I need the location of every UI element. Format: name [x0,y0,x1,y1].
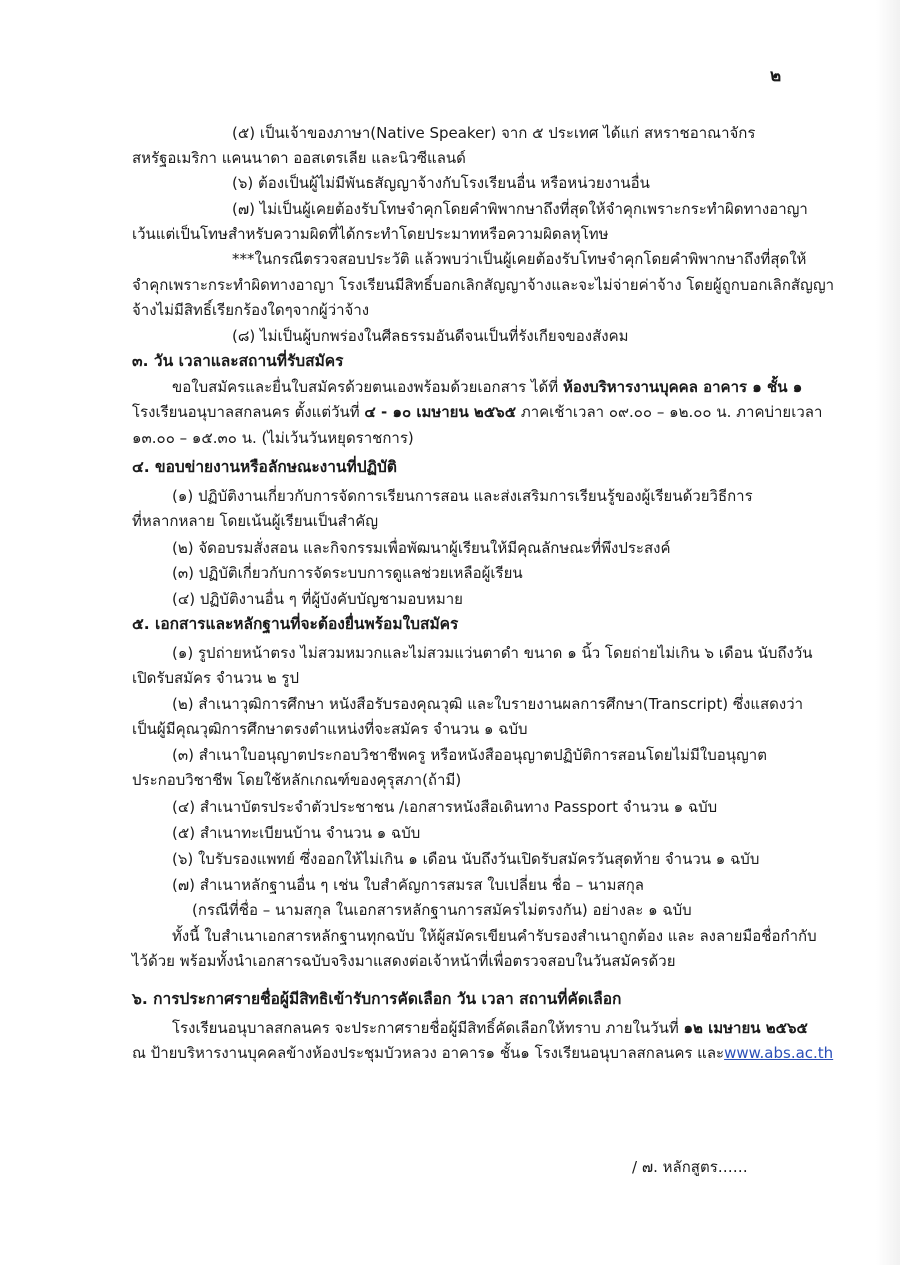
section-4-item1-line1: (๑) ปฏิบัติงานเกี่ยวกับการจัดการเรียนการสอน และส่งเสริมการเรียนรู้ของผู้เรียนด้วยวิธีการ [172,487,753,505]
section-3-line2: โรงเรียนอนุบาลสกลนคร ตั้งแต่วันที่ ๔ - ๑๐ เมษายน ๒๕๖๕ ภาคเช้าเวลา ๐๙.๐๐ – ๑๒.๐๐ น. ภาคบ่ายเวลา [132,403,823,421]
page-number: ๒ [770,66,782,86]
doc-2-line2: เป็นผู้มีคุณวุฒิการศึกษาตรงตำแหน่งที่จะสมัคร จำนวน ๑ ฉบับ [132,720,528,738]
note-line3: จ้างไม่มีสิทธิ์เรียกร้องใดๆจากผู้ว่าจ้าง [132,301,370,319]
section-6-line1: โรงเรียนอนุบาลสกลนคร จะประกาศรายชื่อผู้มีสิทธิ์คัดเลือกให้ทราบ ภายในวันที่ ๑๒ เมษายน ๒๕๖๕ [172,1019,808,1037]
qual-6: (๖) ต้องเป็นผู้ไม่มีพันธสัญญาจ้างกับโรงเรียนอื่น หรือหน่วยงานอื่น [232,174,650,192]
qual-5-line2: สหรัฐอเมริกา แคนนาดา ออสเตรเลีย และนิวซีแลนด์ [132,149,466,167]
section-6-heading: ๖. การประกาศรายชื่อผู้มีสิทธิเข้ารับการคัดเลือก วัน เวลา สถานที่คัดเลือก [132,990,622,1008]
section-4-heading: ๔. ขอบข่ายงานหรือลักษณะงานที่ปฏิบัติ [132,458,397,476]
qual-8: (๘) ไม่เป็นผู้บกพร่องในศีลธรรมอันดีจนเป็นที่รังเกียจของสังคม [232,327,629,345]
section-5-note-line1: ทั้งนี้ ใบสำเนาเอกสารหลักฐานทุกฉบับ ให้ผู้สมัครเขียนคำรับรองสำเนาถูกต้อง และ ลงลายมือชื่อกำกับ [172,927,817,945]
section-6-line2: ณ ป้ายบริหารงานบุคคลข้างห้องประชุมบัวหลวง อาคาร๑ ชั้น๑ โรงเรียนอนุบาลสกลนคร และwww.abs.ac.th [132,1044,834,1062]
section-3-heading: ๓. วัน เวลาและสถานที่รับสมัคร [132,352,344,370]
section-3-line3: ๑๓.๐๐ – ๑๕.๓๐ น. (ไม่เว้นวันหยุดราชการ) [132,429,414,447]
section-4-item1-line2: ที่หลากหลาย โดยเน้นผู้เรียนเป็นสำคัญ [132,512,379,530]
page-edge-shadow [876,0,900,1265]
qual-7-line1: (๗) ไม่เป็นผู้เคยต้องรับโทษจำคุกโดยคำพิพากษาถึงที่สุดให้จำคุกเพราะกระทำผิดทางอาญา [232,200,808,218]
note-line1: ***ในกรณีตรวจสอบประวัติ แล้วพบว่าเป็นผู้เคยต้องรับโทษจำคุกโดยคำพิพากษาถึงที่สุดให้ [232,250,807,268]
section-3-line1: ขอใบสมัครและยื่นใบสมัครด้วยตนเองพร้อมด้วยเอกสาร ได้ที่ ห้องบริหารงานบุคคล อาคาร ๑ ชั้น ๑ [172,378,803,396]
note-line2: จำคุกเพราะกระทำผิดทางอาญา โรงเรียนมีสิทธิ์บอกเลิกสัญญาจ้างและจะไม่จ่ายค่าจ้าง โดยผู้ถูกบอกเลิกสัญญา [132,276,835,294]
qual-5-line1: (๕) เป็นเจ้าของภาษา(Native Speaker) จาก ๕ ประเทศ ได้แก่ สหราชอาณาจักร [232,124,756,142]
section-4-item2: (๒) จัดอบรมสั่งสอน และกิจกรรมเพื่อพัฒนาผู้เรียนให้มีคุณลักษณะที่พึงประสงค์ [172,539,671,557]
doc-7-line1: (๗) สำเนาหลักฐานอื่น ๆ เช่น ใบสำคัญการสมรส ใบเปลี่ยน ชื่อ – นามสกุล [172,876,644,894]
doc-3-line2: ประกอบวิชาชีพ โดยใช้หลักเกณฑ์ของคุรุสภา(ถ้ามี) [132,771,462,789]
continuation-note: / ๗. หลักสูตร…… [632,1158,748,1176]
section-5-heading: ๕. เอกสารและหลักฐานที่จะต้องยื่นพร้อมใบสมัคร [132,615,459,633]
section-5-note-line2: ไว้ด้วย พร้อมทั้งนำเอกสารฉบับจริงมาแสดงต่อเจ้าหน้าที่เพื่อตรวจสอบในวันสมัครด้วย [132,952,676,970]
section-4-item3: (๓) ปฏิบัติเกี่ยวกับการจัดระบบการดูแลช่วยเหลือผู้เรียน [172,564,523,582]
qual-7-line2: เว้นแต่เป็นโทษสำหรับความผิดที่ได้กระทำโดยประมาทหรือความผิดลหุโทษ [132,225,609,243]
website-link[interactable]: www.abs.ac.th [724,1044,834,1062]
doc-7-line2: (กรณีที่ชื่อ – นามสกุล ในเอกสารหลักฐานการสมัครไม่ตรงกัน) อย่างละ ๑ ฉบับ [192,901,692,919]
doc-3-line1: (๓) สำเนาใบอนุญาตประกอบวิชาชีพครู หรือหนังสืออนุญาตปฏิบัติการสอนโดยไม่มีใบอนุญาต [172,746,767,764]
doc-6: (๖) ใบรับรองแพทย์ ซึ่งออกให้ไม่เกิน ๑ เดือน นับถึงวันเปิดรับสมัครวันสุดท้าย จำนวน ๑ ฉบับ [172,850,760,868]
section-4-item4: (๔) ปฏิบัติงานอื่น ๆ ที่ผู้บังคับบัญชามอบหมาย [172,590,463,608]
doc-2-line1: (๒) สำเนาวุฒิการศึกษา หนังสือรับรองคุณวุฒิ และใบรายงานผลการศึกษา(Transcript) ซึ่งแสดงว่า [172,695,804,713]
doc-5: (๕) สำเนาทะเบียนบ้าน จำนวน ๑ ฉบับ [172,824,421,842]
doc-1-line2: เปิดรับสมัคร จำนวน ๒ รูป [132,669,300,687]
doc-1-line1: (๑) รูปถ่ายหน้าตรง ไม่สวมหมวกและไม่สวมแว่นตาดำ ขนาด ๑ นิ้ว โดยถ่ายไม่เกิน ๖ เดือน นับถึงวัน [172,644,813,662]
doc-4: (๔) สำเนาบัตรประจำตัวประชาชน /เอกสารหนังสือเดินทาง Passport จำนวน ๑ ฉบับ [172,798,718,816]
